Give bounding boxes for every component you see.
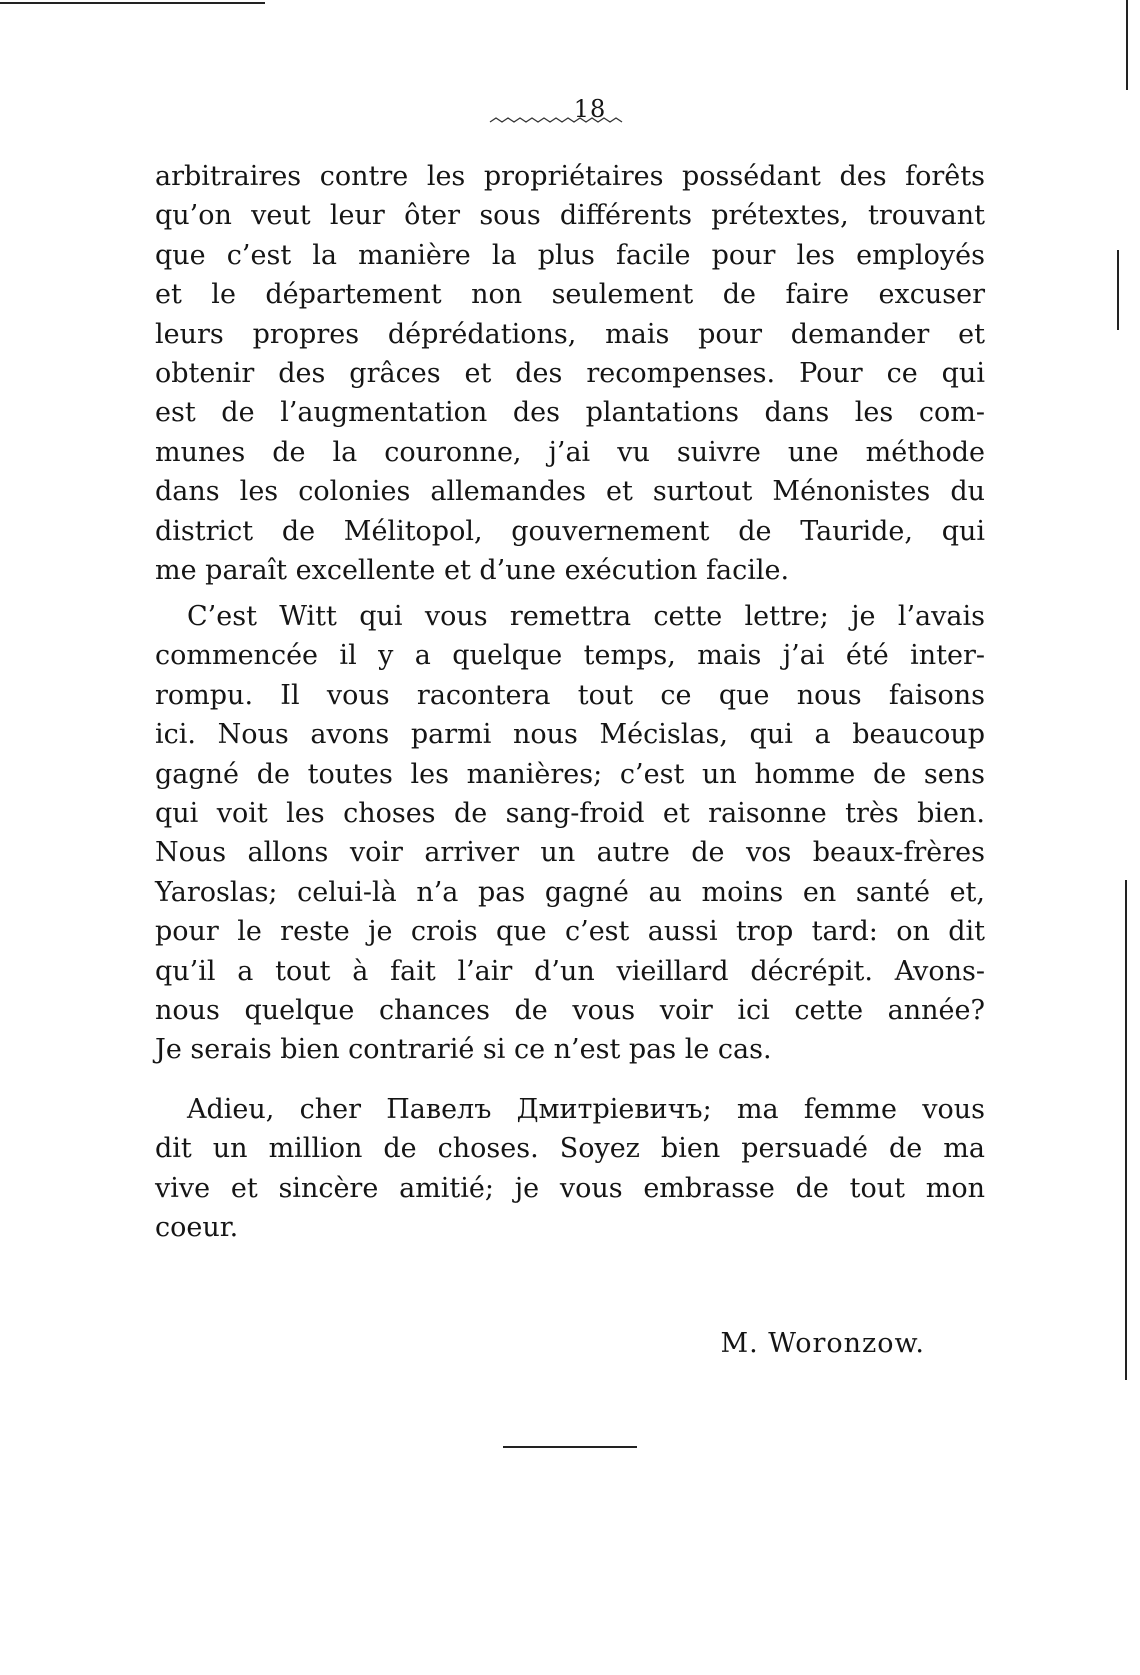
- text-line: Adieu, cher Павелъ Дмитріевичъ; ma femme vous: [187, 1094, 985, 1125]
- scan-edge-mark: [1125, 880, 1127, 1380]
- text-line: commencée il y a quelque temps, mais j’ai été inter-: [155, 640, 985, 672]
- signature: M. Woronzow.: [720, 1328, 925, 1359]
- scan-top-rule: [0, 2, 265, 4]
- paragraph-1: [155, 157, 985, 590]
- text-line: ici. Nous avons parmi nous Mécislas, qui a beaucoup: [155, 719, 985, 751]
- text-line: nous quelque chances de vous voir ici cette année?: [155, 995, 985, 1027]
- text-line: gagné de toutes les manières; c’est un homme de sens: [155, 758, 985, 790]
- page-number-flourish: [488, 116, 628, 126]
- text-line: district de Mélitopol, gouvernement de Tauride, qui: [155, 515, 985, 547]
- text-line: Je serais bien contrarié si ce n’est pas le cas.: [155, 1034, 772, 1066]
- text-line: arbitraires contre les propriétaires possédant des forêts: [155, 161, 985, 192]
- text-line: est de l’augmentation des plantations dans les com-: [155, 397, 985, 429]
- closing-rule: [503, 1446, 637, 1448]
- scan-edge-mark: [1117, 250, 1119, 330]
- text-line: munes de la couronne, j’ai vu suivre une méthode: [155, 436, 985, 468]
- text-line: leurs propres déprédations, mais pour demander et: [155, 318, 985, 350]
- text-line: Yaroslas; celui-là n’a pas gagné au moins en santé et,: [155, 876, 985, 908]
- text-line: qu’il a tout à fait l’air d’un vieillard décrépit. Avons-: [155, 955, 985, 987]
- page-number: 18: [573, 95, 607, 123]
- text-line: coeur.: [155, 1212, 239, 1244]
- text-line: dans les colonies allemandes et surtout Ménonistes du: [155, 476, 985, 508]
- text-line: obtenir des grâces et des recompenses. Pour ce qui: [155, 358, 985, 390]
- text-line: qu’on veut leur ôter sous différents prétextes, trouvant: [155, 200, 985, 232]
- scan-edge-mark: [1126, 0, 1128, 90]
- text-line: que c’est la manière la plus facile pour les employés: [155, 239, 985, 271]
- text-line: Nous allons voir arriver un autre de vos beaux-frères: [155, 837, 985, 869]
- text-line: dit un million de choses. Soyez bien persuadé de ma: [155, 1133, 985, 1165]
- text-line: vive et sincère amitié; je vous embrasse de tout mon: [155, 1172, 985, 1204]
- text-line: me paraît excellente et d’une exécution facile.: [155, 555, 790, 587]
- paragraph-2: [155, 597, 985, 1070]
- text-line: pour le reste je crois que c’est aussi trop tard: on dit: [155, 916, 985, 948]
- text-line: et le département non seulement de faire excuser: [155, 279, 985, 311]
- text-line: qui voit les choses de sang-froid et raisonne très bien.: [155, 798, 985, 830]
- text-line: C’est Witt qui vous remettra cette lettre; je l’avais: [187, 601, 985, 632]
- paragraph-3: [155, 1090, 985, 1248]
- text-line: rompu. Il vous racontera tout ce que nous faisons: [155, 679, 985, 711]
